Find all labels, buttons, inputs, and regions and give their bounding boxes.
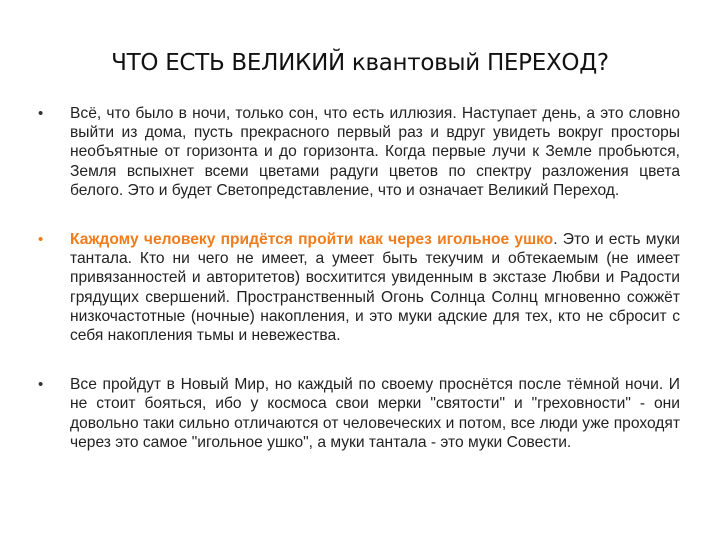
bullet-marker-icon: • [38,105,44,122]
title-part-2: квантовый [351,50,480,76]
bullet-highlight-2: Каждому человеку придётся пройти как через игольное ушко [70,231,554,249]
bullet-item-1 [38,104,680,200]
bullet-marker-icon: • [38,376,44,394]
title-part-1: ЧТО ЕСТЬ ВЕЛИКИЙ [111,50,345,76]
bullet-marker-icon: • [38,231,44,249]
bullet-item-3 [38,375,680,452]
title-part-3: ПЕРЕХОД? [486,50,609,76]
bullet-list [38,104,680,452]
bullet-item-2 [38,230,680,345]
slide-title [0,50,720,76]
bullet-text-3: Все пройдут в Новый Мир, но каждый по своему проснётся после тёмной ночи. И не стоит бояться, ибо у космоса свои мерки "святости" и "греховности" - они довольно таки сильно отличаются от человеческих и потом, все люди уже проходят через это самое "игольное ушко", а муки тантала - это муки Совести. [70,376,680,451]
bullet-text-2: . Это и есть муки тантала. Кто ни чего не имеет, а умеет быть текучим и обтекаемым (не имеет привязанностей и авторитетов) восхитится увиденным в экстазе Любви и Радости грядущих свершений. Пространственный Огонь Солнца Солнц мгновенно сожжёт низкочастотные (ночные) накопления, и это муки адские для тех, кто не сбросит с себя накопления тьмы и невежества. [70,231,680,345]
bullet-text-1: Всё, что было в ночи, только сон, что есть иллюзия. Наступает день, а это словно выйти из дома, пусть прекрасного первый раз и вдруг увидеть вокруг просторы необъятные от горизонта и до горизонта. Когда первые лучи к Земле пробьются, Земля вспыхнет всеми цветами радуги цветов по спектру разложения цвета белого. Это и будет Светопредставление, что и означает Великий Переход. [70,105,680,199]
